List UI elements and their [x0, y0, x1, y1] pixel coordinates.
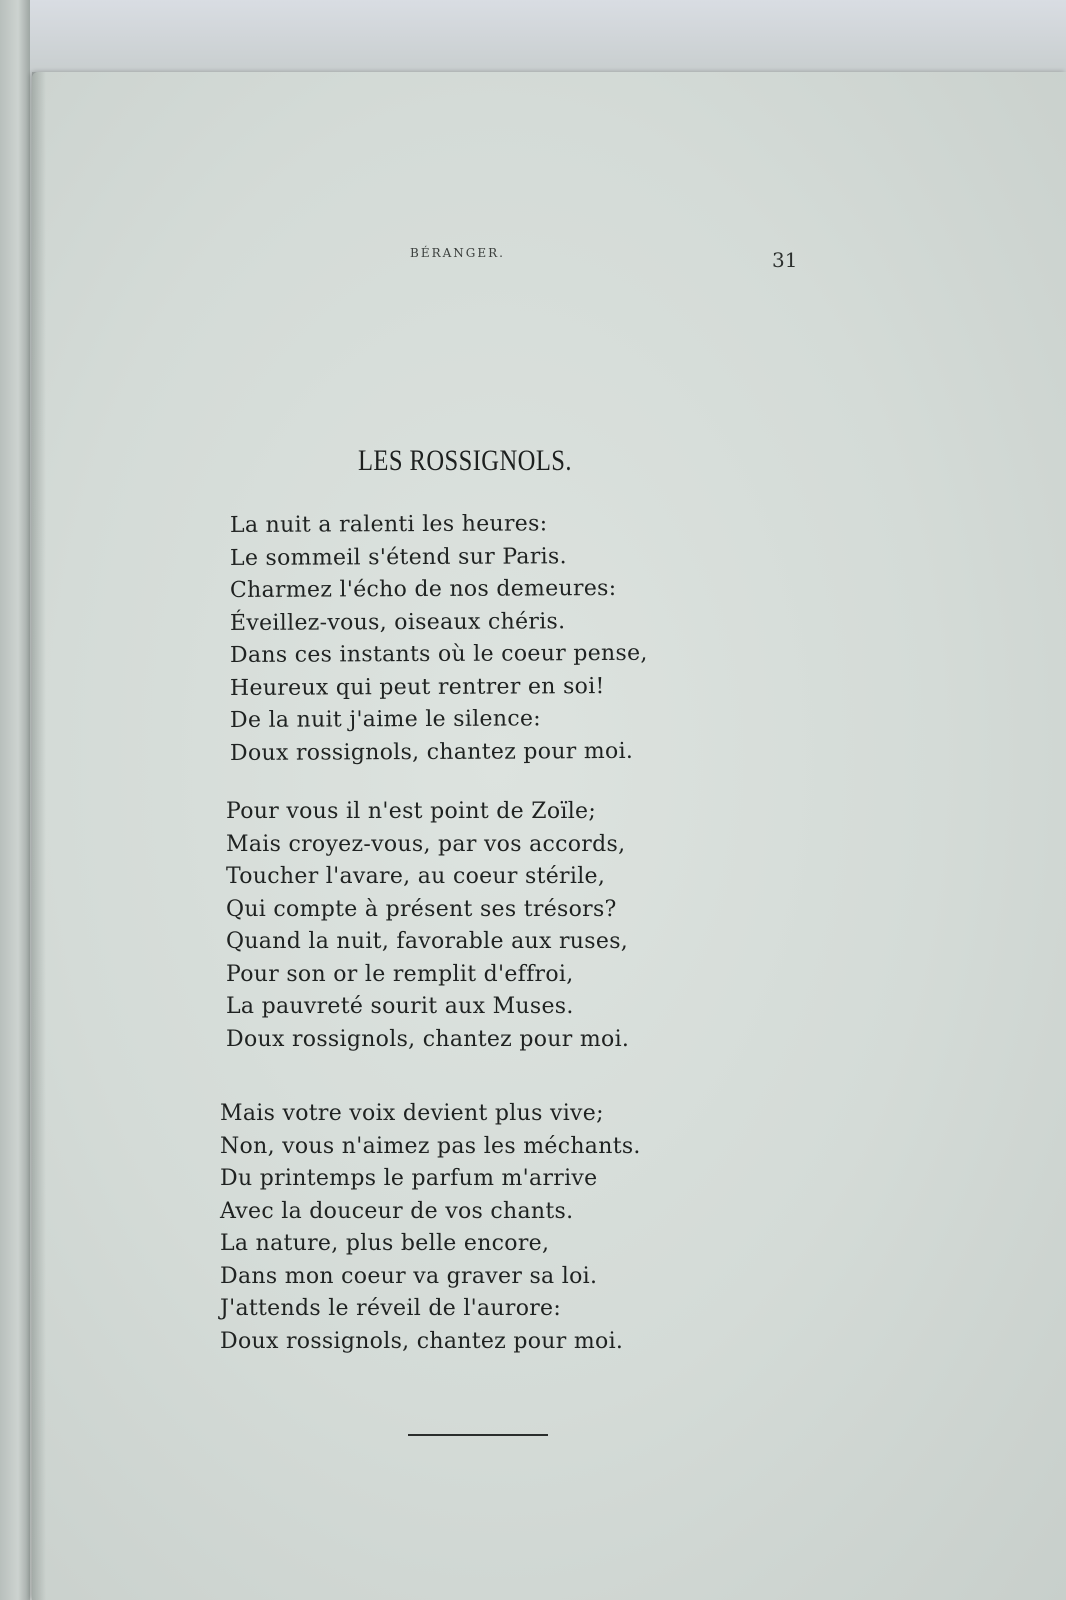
verse-line: Le sommeil s'étend sur Paris.: [229, 543, 567, 571]
verse-line: Non, vous n'aimez pas les méchants.: [220, 1133, 641, 1159]
verse-line: Heureux qui peut rentrer en soi!: [229, 673, 605, 701]
verse-line: La nature, plus belle encore,: [220, 1231, 550, 1256]
stanza-1: [230, 510, 648, 770]
verse-line: Doux rossignols, chantez pour moi.: [220, 1328, 624, 1354]
verse-line: Pour son or le remplit d'effroi,: [226, 961, 574, 987]
verse-line: Du printemps le parfum m'arrive: [220, 1166, 598, 1191]
verse-line: Mais votre voix devient plus vive;: [220, 1101, 604, 1126]
page-gutter-shadow: [32, 72, 46, 1600]
verse-line: Dans mon coeur va graver sa loi.: [220, 1263, 598, 1289]
verse-line: Charmez l'écho de nos demeures:: [229, 575, 617, 603]
end-rule-divider: [408, 1434, 548, 1436]
verse-line: Pour vous il n'est point de Zoïle;: [226, 799, 597, 824]
verse-line: Mais croyez-vous, par vos accords,: [226, 831, 626, 857]
verse-line: De la nuit j'aime le silence:: [229, 706, 542, 733]
verse-line: Dans ces instants où le coeur pense,: [229, 640, 648, 668]
facing-page-edge: [0, 0, 30, 1600]
verse-line: Toucher l'avare, au coeur stérile,: [226, 864, 606, 889]
verse-line: La nuit a ralenti les heures:: [229, 511, 548, 538]
verse-line: Doux rossignols, chantez pour moi.: [226, 1026, 630, 1052]
verse-line: Quand la nuit, favorable aux ruses,: [226, 929, 629, 954]
verse-line: La pauvreté sourit aux Muses.: [226, 994, 574, 1019]
page-number: 31: [772, 248, 798, 272]
verse-line: Éveillez-vous, oiseaux chéris.: [229, 608, 566, 636]
stanza-3: [220, 1098, 641, 1358]
verse-line: Qui compte à présent ses trésors?: [226, 896, 617, 922]
poem-title: LES ROSSIGNOLS.: [358, 444, 572, 477]
verse-line: Doux rossignols, chantez pour moi.: [229, 738, 634, 766]
running-head: BÉRANGER.: [410, 246, 505, 260]
verse-line: Avec la douceur de vos chants.: [220, 1198, 574, 1224]
stanza-2: [226, 796, 629, 1056]
verse-line: J'attends le réveil de l'aurore:: [220, 1296, 562, 1321]
